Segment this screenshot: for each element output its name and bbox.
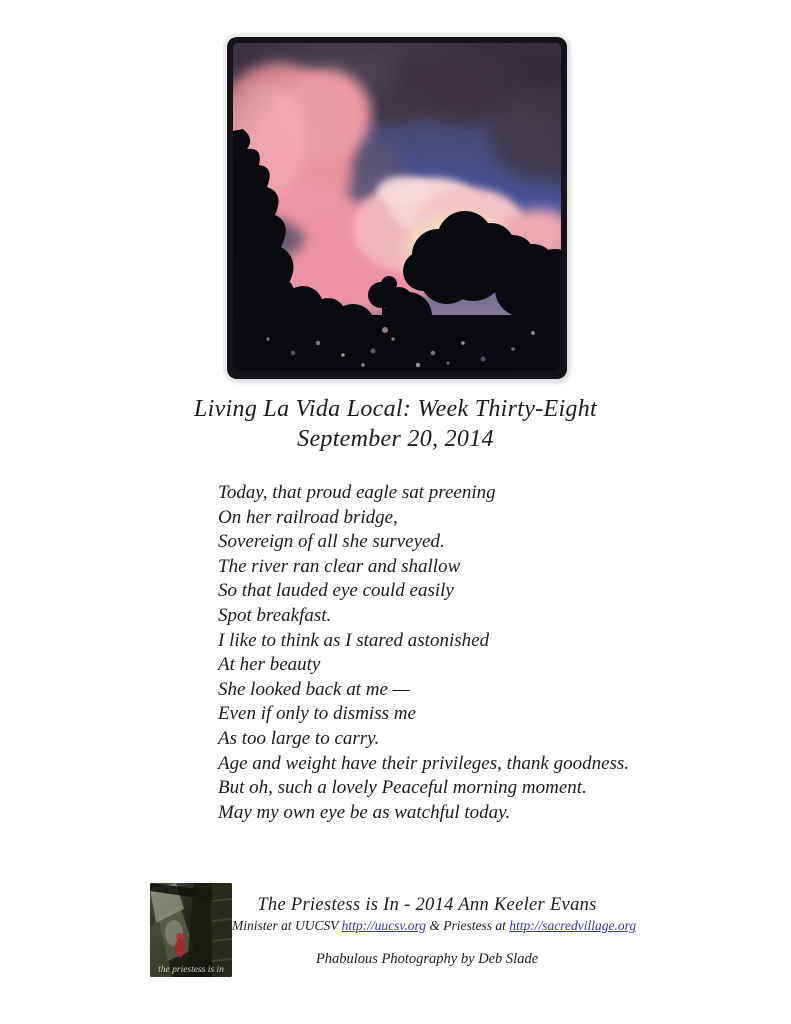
page-date: September 20, 2014 — [297, 426, 494, 452]
photo-vignette — [233, 43, 561, 371]
poem-line: The river ran clear and shallow — [218, 555, 461, 577]
priestess-badge-image — [150, 883, 232, 977]
footer-credit — [232, 917, 637, 935]
credit-prefix: Minister at UUCSV — [232, 918, 339, 933]
credit-middle: & Priestess at — [429, 918, 506, 933]
page-title: Living La Vida Local: Week Thirty-Eight — [193, 396, 597, 422]
poem-line: Spot breakfast. — [218, 604, 332, 626]
poem-line: On her railroad bridge, — [218, 506, 398, 528]
priestess-badge-photo — [150, 883, 232, 977]
poem-line: I like to think as I stared astonished — [218, 629, 490, 651]
sunset-photo — [233, 43, 561, 371]
poem-line: Today, that proud eagle sat preening — [218, 482, 496, 503]
sunset-photo-frame — [227, 37, 567, 379]
poem-line: Sovereign of all she surveyed. — [218, 531, 445, 553]
poem-line: But oh, such a lovely Peaceful morning moment. — [218, 777, 587, 799]
poem-line: May my own eye be as watchful today. — [218, 801, 511, 823]
footer-text — [232, 883, 637, 968]
poem-line: Even if only to dismiss me — [218, 703, 416, 725]
photography-credit: Phabulous Photography by Deb Slade — [315, 951, 539, 967]
poem-line: Age and weight have their privileges, thank goodness. — [218, 752, 630, 774]
poem-line: So that lauded eye could easily — [218, 580, 454, 602]
poem-line: As too large to carry. — [218, 727, 380, 749]
poem — [218, 481, 778, 825]
sacredvillage-link[interactable]: http://sacredvillage.org — [509, 918, 637, 933]
footer-heading: The Priestess is In - 2014 Ann Keeler Evans — [257, 895, 597, 915]
poem-line: At her beauty — [218, 654, 321, 676]
uucsv-link[interactable]: http://uucsv.org — [341, 918, 427, 933]
badge-caption: the priestess is in — [158, 965, 224, 975]
title-block — [0, 394, 791, 454]
footer — [0, 883, 791, 983]
poem-line: She looked back at me — — [218, 678, 410, 700]
